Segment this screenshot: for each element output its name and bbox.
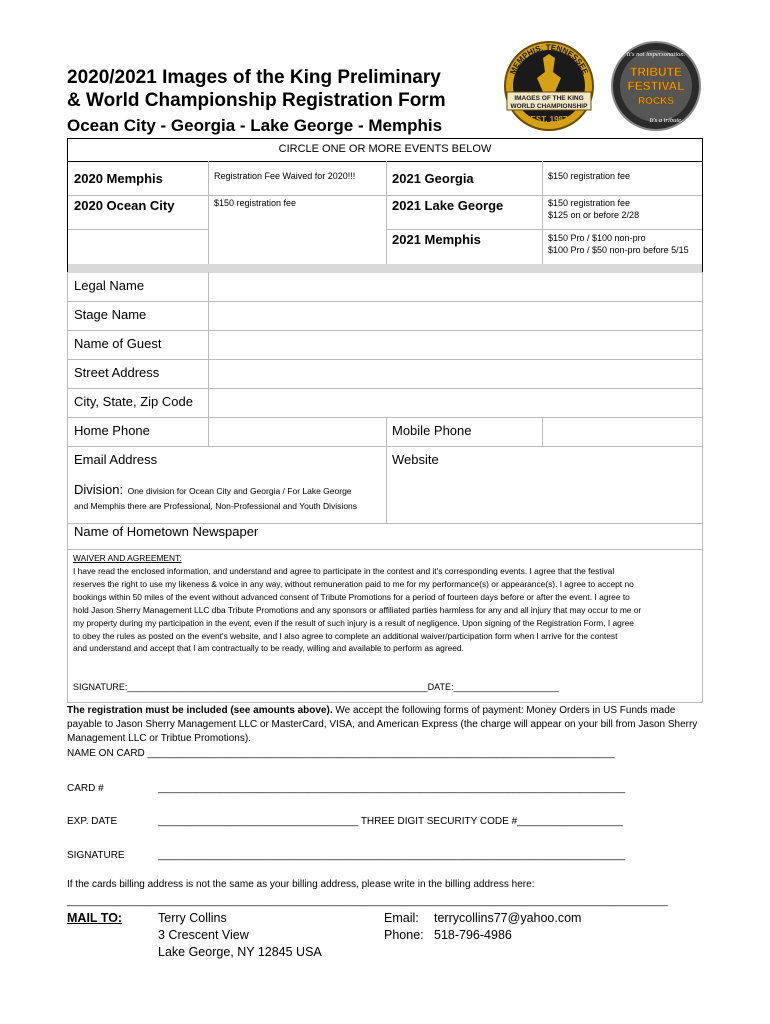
mail-name: Terry Collins	[158, 911, 227, 925]
email-address-field[interactable]	[209, 447, 385, 474]
event-2020-ocean-city-fee: $150 registration fee	[214, 198, 297, 208]
mail-to-label: MAIL TO:	[67, 911, 123, 925]
svg-text:It's not impersonation.: It's not impersonation.	[626, 51, 686, 58]
title-line-1: 2020/2021 Images of the King Preliminary	[67, 67, 441, 88]
hometown-newspaper-label: Name of Hometown Newspaper	[74, 524, 259, 539]
home-phone-label: Home Phone	[74, 423, 150, 438]
event-2020-memphis[interactable]: 2020 Memphis	[74, 171, 163, 186]
division-note-1: One division for Ocean City and Georgia / For Lake George	[127, 486, 352, 496]
event-2021-georgia[interactable]: 2021 Georgia	[392, 171, 474, 186]
contact-email[interactable]: terrycollins77@yahoo.com	[434, 911, 582, 925]
stage-name-label: Stage Name	[74, 307, 147, 322]
form-title	[67, 66, 507, 112]
svg-text:MEMPHIS, TENNESSEE: MEMPHIS, TENNESSEE	[508, 42, 590, 76]
billing-address-field[interactable]: ____________________________________________________________________________________________________________	[67, 896, 668, 907]
mail-street: 3 Crescent View	[158, 928, 249, 942]
legal-name-field[interactable]	[209, 273, 702, 300]
exp-date-label: EXP. DATE	[67, 816, 118, 827]
card-number-label: CARD #	[67, 783, 104, 794]
svg-text:FESTIVAL: FESTIVAL	[627, 79, 685, 93]
payment-instructions: The registration must be included (see amounts above). We accept the following forms of payment: Money Orders in US Funds made payable to Jason Sherry Management LLC or MasterCard, VISA, and American Express (the charge will appear on your bill from Jason Sherry Management LLC or Tribtue Promotions).	[67, 705, 698, 744]
event-2021-memphis-fee-2: $100 Pro / $50 non-pro before 5/15	[548, 245, 689, 255]
exp-date-and-security-code-field[interactable]: ____________________________________ THREE DIGIT SECURITY CODE #___________________	[158, 816, 623, 827]
billing-address-note: If the cards billing address is not the same as your billing address, please write in the billing address here:	[67, 879, 535, 890]
guest-name-label: Name of Guest	[74, 336, 162, 351]
division-block	[74, 481, 384, 511]
mobile-phone-label: Mobile Phone	[392, 423, 472, 438]
mail-city: Lake George, NY 12845 USA	[158, 945, 322, 959]
registration-fields	[67, 272, 703, 550]
form-subtitle: Ocean City - Georgia - Lake George - Memphis	[67, 116, 443, 135]
svg-text:ROCKS: ROCKS	[637, 96, 675, 107]
event-2021-lake-george-fee-2: $125 on or before 2/28	[548, 210, 640, 220]
event-2021-memphis[interactable]: 2021 Memphis	[392, 232, 481, 247]
title-line-2: & World Championship Registration Form	[67, 90, 446, 111]
email-label: Email:	[384, 911, 419, 925]
event-2021-lake-george[interactable]: 2021 Lake George	[392, 198, 504, 213]
name-on-card-field[interactable]: NAME ON CARD ____________________________________________________________________________________	[67, 748, 615, 759]
legal-name-label: Legal Name	[74, 278, 145, 293]
waiver-heading: WAIVER AND AGREEMENT:	[73, 553, 182, 563]
street-address-label: Street Address	[74, 365, 160, 380]
event-2021-memphis-fee-1: $150 Pro / $100 non-pro	[548, 233, 646, 243]
event-2020-memphis-fee: Registration Fee Waived for 2020!!!	[214, 171, 356, 181]
waiver-text: I have read the enclosed information, and understand and agree to participate in the contest and it's corresponding events. I agree that the festival reserves the right to use my likeness & voice in any way, without remuneration paid to me for my performance(s) or appearance(s). I agree to accept no bookings within 50 miles of the event without advanced consent of Tribute Promotions for a period of fourteen days before or after the event. I agree to hold Jason Sherry Management LLC dba Tribute Promotions and any sponsors or affiliated parties harmless for any and all injury that may occur to me or my property during my participation in the event, even if the result of such injury is a result of negligence. Upon signing of the Registration Form, I agree to obey the rules as posted on the event's website, and I also agree to complete an additional waiver/participation form when I arrive for the contest and understand and accept that I am contractually to be ready, willing and available to perform as agreed.	[73, 566, 642, 654]
mail-contact	[384, 910, 581, 944]
contact-phone: 518-796-4986	[434, 928, 512, 942]
home-phone-field[interactable]	[209, 418, 385, 445]
event-2021-georgia-fee: $150 registration fee	[548, 171, 631, 181]
images-of-the-king-logo	[497, 40, 601, 132]
waiver-signature-line[interactable]: SIGNATURE:____________________________________________________________DATE:_____________________	[73, 682, 559, 692]
svg-text:It's a tribute.: It's a tribute.	[649, 117, 683, 124]
division-note-2: and Memphis there are Professional, Non-Professional and Youth Divisions	[74, 501, 358, 511]
email-address-label: Email Address	[74, 452, 158, 467]
stage-name-field[interactable]	[209, 302, 702, 329]
event-2021-lake-george-fee-1: $150 registration fee	[548, 198, 631, 208]
mobile-phone-field[interactable]	[543, 418, 702, 445]
events-table	[67, 138, 703, 273]
svg-text:WORLD CHAMPIONSHIP: WORLD CHAMPIONSHIP	[510, 103, 588, 110]
svg-text:EST. 1987: EST. 1987	[530, 115, 568, 124]
events-heading: CIRCLE ONE OR MORE EVENTS BELOW	[278, 143, 492, 155]
division-label: Division:	[74, 482, 124, 497]
street-address-field[interactable]	[209, 360, 702, 387]
payment-required-note: The registration must be included (see amounts above).	[67, 705, 333, 716]
tribute-festival-logo	[606, 40, 706, 132]
mail-address	[158, 910, 322, 961]
website-field[interactable]	[387, 468, 702, 522]
card-signature-field[interactable]: ____________________________________________________________________________________	[158, 850, 626, 861]
svg-text:TRIBUTE: TRIBUTE	[630, 65, 682, 79]
phone-label: Phone:	[384, 928, 424, 942]
website-label: Website	[392, 452, 439, 467]
city-state-zip-label: City, State, Zip Code	[74, 394, 193, 409]
event-2020-ocean-city[interactable]: 2020 Ocean City	[74, 198, 175, 213]
card-number-field[interactable]: ____________________________________________________________________________________	[158, 783, 626, 794]
city-state-zip-field[interactable]	[209, 389, 702, 416]
svg-text:IMAGES OF THE KING: IMAGES OF THE KING	[514, 95, 584, 102]
guest-name-field[interactable]	[209, 331, 702, 358]
card-signature-label: SIGNATURE	[67, 850, 125, 861]
waiver-block	[67, 550, 703, 703]
